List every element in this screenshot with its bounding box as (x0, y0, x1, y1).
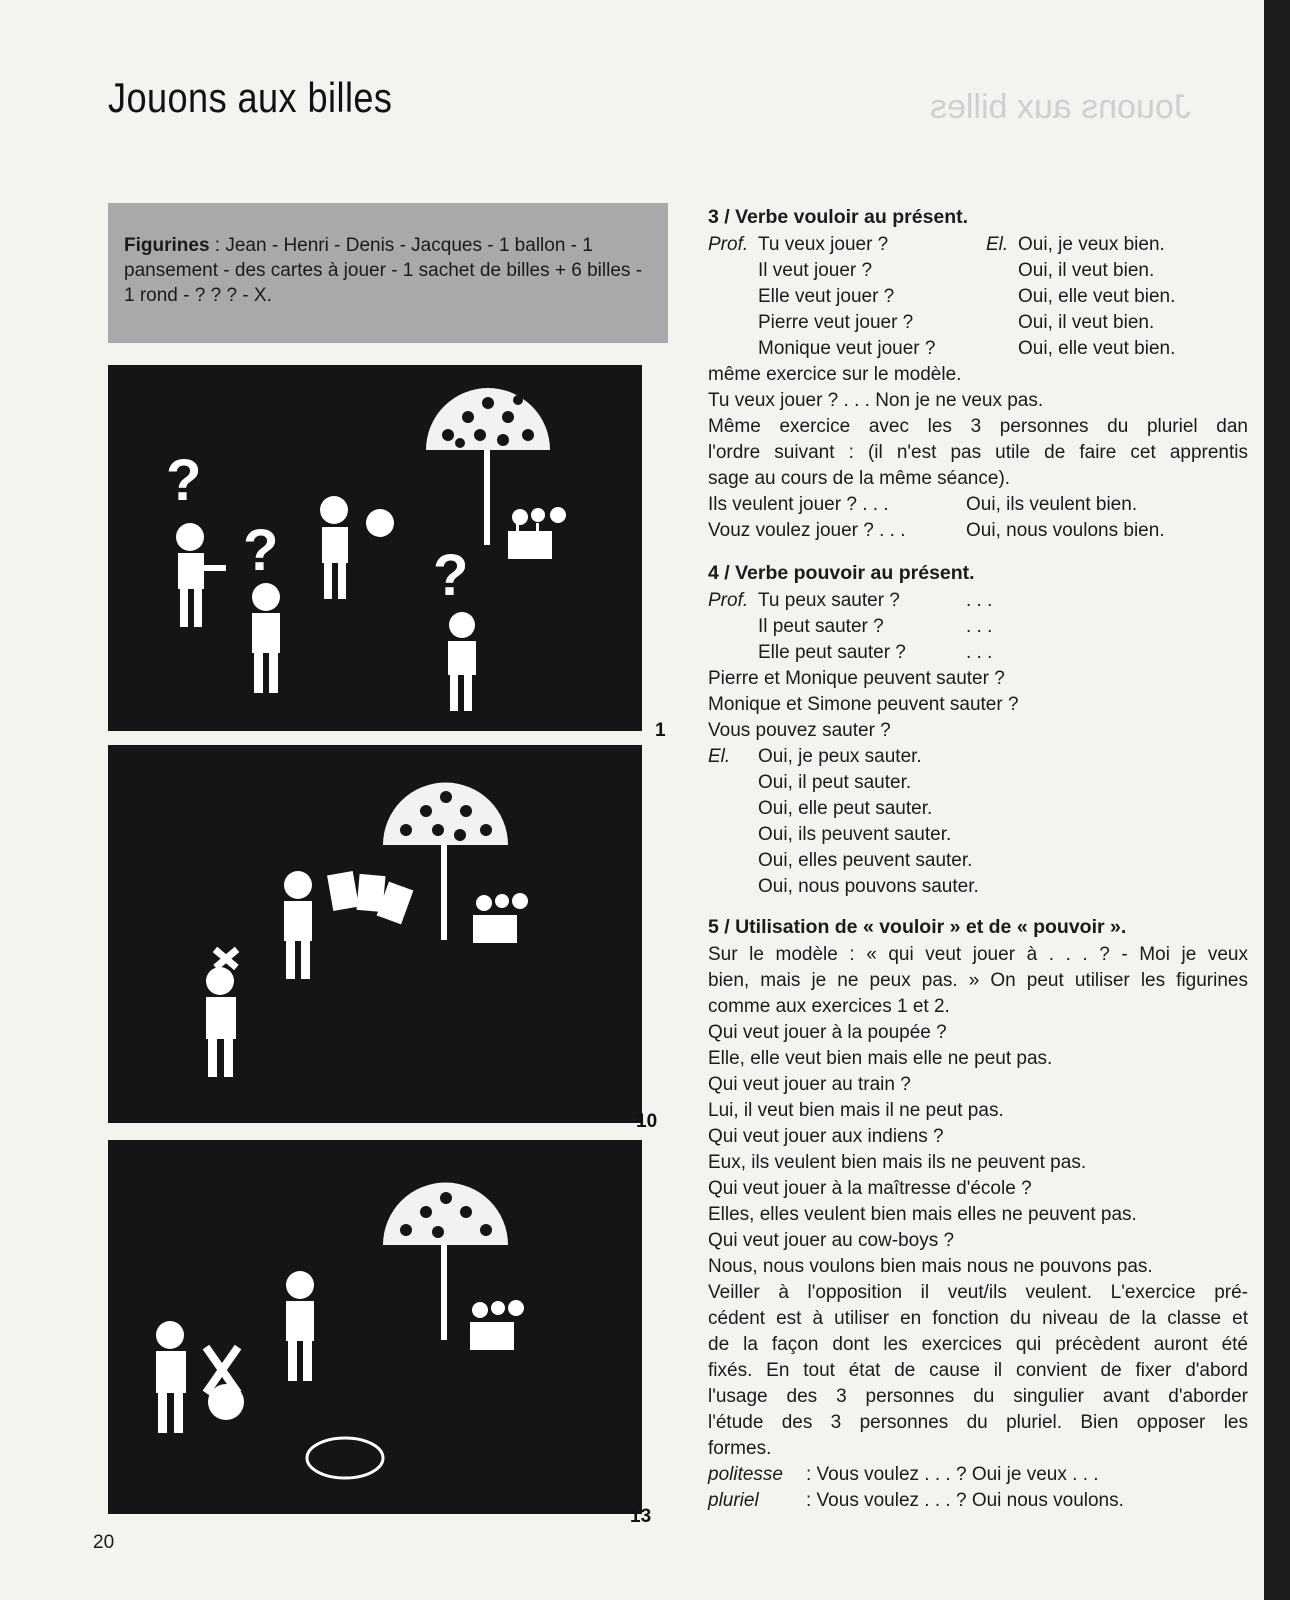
paragraph-line: fixés. En tout état de cause il convient de fixer d'abord (708, 1360, 1248, 1381)
example-line: Qui veut jouer aux indiens ? (708, 1126, 944, 1147)
plural-row (708, 518, 1248, 544)
answer-row (708, 822, 1248, 848)
paragraph-line: Même exercice avec les 3 personnes du pluriel dan (708, 416, 1248, 437)
cross-mark-icon (213, 947, 240, 970)
question-line: Vous pouvez sauter ? (708, 720, 891, 741)
question-text: Tu veux jouer ? (758, 234, 889, 255)
question-text: Tu peux sauter ? (758, 590, 900, 611)
section-4-title: 4 / Verbe pouvoir au présent. (708, 562, 975, 584)
prof-row (708, 588, 1248, 614)
paragraph-line: sage au cours de la même séance). (708, 468, 1011, 489)
dots: . . . (966, 642, 993, 663)
panel-number-13: 13 (630, 1506, 652, 1527)
illustration-panel-1 (108, 365, 642, 731)
answer-row (708, 848, 1248, 874)
example-line: Eux, ils veulent bien mais ils ne peuvent pas. (708, 1152, 1087, 1173)
boy-figure-jacques (448, 612, 476, 711)
note-text: : Vous voulez . . . ? Oui je veux . . . (806, 1464, 1099, 1485)
illustration-panel-10 (108, 745, 642, 1123)
paragraph-line: formes. (708, 1438, 772, 1459)
boy-figure-holding-cards (284, 871, 312, 979)
example-line: Tu veux jouer ? . . . Non je ne veux pas. (708, 390, 1044, 411)
dots: . . . (966, 590, 993, 611)
boy-figure-left (156, 1321, 186, 1433)
answer-row (708, 770, 1248, 796)
speaker-label: Prof. (708, 234, 749, 255)
paragraph-line: l'étude des 3 personnes du pluriel. Bien opposer les (708, 1412, 1248, 1433)
paragraph-line: de la façon dont les exercices qui précèdent auront été (708, 1334, 1248, 1355)
page-title: Jouons aux billes (108, 74, 393, 121)
answer-row (708, 796, 1248, 822)
answer-text: Oui, je veux bien. (1018, 234, 1165, 255)
example-line: Qui veut jouer au train ? (708, 1074, 911, 1095)
speaker-label: El. (986, 234, 1009, 255)
figurines-text: : Jean - Henri - Denis - Jacques - 1 ballon - 1 pansement - des cartes à jouer - 1 sachet de billes + 6 billes - 1 rond - ? ? ? - X. (124, 235, 643, 306)
illustration-panel-13 (108, 1140, 642, 1514)
answer-text: Oui, elle veut bien. (1018, 338, 1176, 359)
note-label: politesse (708, 1464, 783, 1485)
tree-icon (426, 388, 550, 545)
svg-text:?: ? (166, 448, 202, 513)
question-text: Pierre veut jouer ? (758, 312, 914, 333)
speaker-label: El. (708, 746, 731, 767)
svg-text:?: ? (243, 518, 279, 583)
paragraph-line: cédent est à utiliser en fonction du niveau de la classe et (708, 1308, 1248, 1329)
question-text: Vouz voulez jouer ? . . . (708, 520, 906, 541)
answer-text: Oui, ils peuvent sauter. (758, 824, 952, 845)
figurines-box (108, 203, 668, 343)
dialogue-row (708, 258, 1248, 284)
paragraph-line: comme aux exercices 1 et 2. (708, 996, 950, 1017)
boy-figure-jean (176, 523, 226, 627)
tree-icon (383, 1183, 508, 1341)
answer-text: Oui, je peux sauter. (758, 746, 922, 767)
question-text: Monique veut jouer ? (758, 338, 936, 359)
boy-figure-excluded (206, 967, 236, 1077)
paragraph-line: Veiller à l'opposition il veut/ils veulent. L'exercice pré- (708, 1282, 1248, 1303)
panel-number-1: 1 (655, 720, 666, 741)
answer-text: Oui, elle veut bien. (1018, 286, 1176, 307)
figurines-label: Figurines (124, 235, 210, 256)
page-number: 20 (93, 1532, 115, 1553)
playing-cards-icon (327, 871, 413, 924)
paragraph-line: Sur le modèle : « qui veut jouer à . . . ? - Moi je veux (708, 944, 1248, 965)
section-5-title: 5 / Utilisation de « vouloir » et de « pouvoir ». (708, 916, 1127, 938)
flowers-icon (508, 507, 566, 559)
answer-text: Oui, elle peut sauter. (758, 798, 933, 819)
flowers-icon (473, 893, 528, 943)
answer-row (708, 874, 1248, 900)
dialogue-row (708, 310, 1248, 336)
question-text: Ils veulent jouer ? . . . (708, 494, 889, 515)
dialogue-row (708, 284, 1248, 310)
example-line: Qui veut jouer au cow-boys ? (708, 1230, 955, 1251)
question-text: Il peut sauter ? (758, 616, 884, 637)
boy-figure-henri (252, 583, 280, 693)
dots: . . . (966, 616, 993, 637)
example-line: Elle, elle veut bien mais elle ne peut pas. (708, 1048, 1053, 1069)
answer-text: Oui, il peut sauter. (758, 772, 912, 793)
marble-bag-icon (203, 1345, 244, 1420)
example-line: Nous, nous voulons bien mais nous ne pouvons pas. (708, 1256, 1153, 1277)
prof-row (708, 640, 1248, 666)
bleed-through-title: Jouons aux billes (930, 88, 1191, 126)
question-mark-icon (166, 448, 468, 608)
question-text: Elle peut sauter ? (758, 642, 906, 663)
section-3-title: 3 / Verbe vouloir au présent. (708, 206, 969, 228)
question-line: Pierre et Monique peuvent sauter ? (708, 668, 1005, 689)
next-page-edge (1264, 0, 1290, 1600)
paragraph-line: bien, mais je ne peux pas. » On peut utiliser les figurines (708, 970, 1248, 991)
question-line: Monique et Simone peuvent sauter ? (708, 694, 1019, 715)
answer-text: Oui, elles peuvent sauter. (758, 850, 973, 871)
speaker-label: Prof. (708, 590, 749, 611)
panel-number-10: 10 (636, 1111, 658, 1132)
boy-figure-standing (286, 1271, 314, 1381)
paragraph-line: l'usage des 3 personnes du singulier avant d'aborder (708, 1386, 1248, 1407)
answer-text: Oui, ils veulent bien. (966, 494, 1138, 515)
example-line: Elles, elles veulent bien mais elles ne peuvent pas. (708, 1204, 1137, 1225)
exercises-column (708, 202, 1248, 1514)
dialogue-row (708, 232, 1248, 258)
paragraph-line: l'ordre suivant : (il n'est pas utile de faire cet apprentis (708, 442, 1248, 463)
answer-text: Oui, nous voulons bien. (966, 520, 1165, 541)
prof-row (708, 614, 1248, 640)
note-row (708, 1462, 1248, 1488)
flowers-icon (470, 1300, 524, 1350)
note-text: : Vous voulez . . . ? Oui nous voulons. (806, 1490, 1124, 1511)
answer-text: Oui, il veut bien. (1018, 312, 1155, 333)
plural-row (708, 492, 1248, 518)
example-line: Lui, il veut bien mais il ne peut pas. (708, 1100, 1004, 1121)
example-line: Qui veut jouer à la poupée ? (708, 1022, 947, 1043)
note-label: pluriel (708, 1490, 759, 1511)
answer-row (708, 744, 1248, 770)
question-text: Il veut jouer ? (758, 260, 873, 281)
answer-text: Oui, il veut bien. (1018, 260, 1155, 281)
question-text: Elle veut jouer ? (758, 286, 895, 307)
boy-figure-denis (320, 496, 394, 599)
example-line: Qui veut jouer à la maîtresse d'école ? (708, 1178, 1032, 1199)
answer-text: Oui, nous pouvons sauter. (758, 876, 979, 897)
svg-text:?: ? (433, 543, 469, 608)
dialogue-row (708, 336, 1248, 362)
circle-ring-icon (307, 1438, 383, 1478)
model-line: même exercice sur le modèle. (708, 364, 962, 385)
note-row (708, 1488, 1248, 1514)
